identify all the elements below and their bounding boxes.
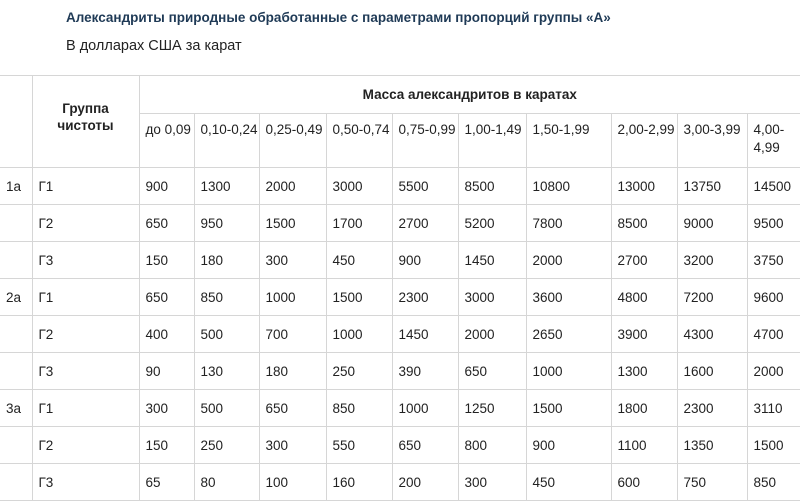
price-cell: 200 — [392, 464, 458, 501]
price-cell: 650 — [392, 427, 458, 464]
price-cell: 850 — [194, 279, 259, 316]
price-cell: 13000 — [611, 168, 677, 205]
mass-range-header: 1,50-1,99 — [526, 114, 611, 168]
price-cell: 5500 — [392, 168, 458, 205]
price-cell: 300 — [458, 464, 526, 501]
table-row — [0, 464, 800, 501]
mass-range-header: 2,00-2,99 — [611, 114, 677, 168]
mass-range-header: 0,10-0,24 — [194, 114, 259, 168]
price-cell: 65 — [139, 464, 194, 501]
price-cell: 1300 — [611, 353, 677, 390]
price-cell: 2650 — [526, 316, 611, 353]
price-cell: 850 — [747, 464, 800, 501]
price-cell: 2000 — [747, 353, 800, 390]
price-cell: 300 — [139, 390, 194, 427]
price-cell: 900 — [139, 168, 194, 205]
price-cell: 2700 — [611, 242, 677, 279]
mass-range-header: 4,00-4,99 — [747, 114, 800, 168]
price-cell: 8500 — [458, 168, 526, 205]
price-cell: 3900 — [611, 316, 677, 353]
price-cell: 3000 — [326, 168, 392, 205]
price-cell: 9000 — [677, 205, 747, 242]
price-cell: 1000 — [259, 279, 326, 316]
purity-cell: Г2 — [32, 316, 139, 353]
price-cell: 3200 — [677, 242, 747, 279]
price-cell: 1000 — [392, 390, 458, 427]
table-row — [0, 279, 800, 316]
price-cell: 1500 — [326, 279, 392, 316]
price-cell: 14500 — [747, 168, 800, 205]
purity-cell: Г3 — [32, 464, 139, 501]
price-cell: 1000 — [326, 316, 392, 353]
price-cell: 900 — [526, 427, 611, 464]
price-cell: 300 — [259, 242, 326, 279]
price-cell: 500 — [194, 390, 259, 427]
page-title: Александриты природные обработанные с параметрами пропорций группы «А» — [66, 10, 611, 25]
price-cell: 1450 — [458, 242, 526, 279]
group-cell: 2а — [0, 279, 32, 316]
table-row — [0, 316, 800, 353]
group-cell — [0, 316, 32, 353]
price-cell: 900 — [392, 242, 458, 279]
price-cell: 2000 — [458, 316, 526, 353]
table-row — [0, 427, 800, 464]
price-cell: 180 — [259, 353, 326, 390]
price-cell: 450 — [526, 464, 611, 501]
price-cell: 130 — [194, 353, 259, 390]
mass-range-header: 1,00-1,49 — [458, 114, 526, 168]
price-cell: 250 — [326, 353, 392, 390]
group-cell — [0, 242, 32, 279]
price-cell: 650 — [259, 390, 326, 427]
price-cell: 1100 — [611, 427, 677, 464]
header-row — [0, 76, 800, 114]
price-cell: 4700 — [747, 316, 800, 353]
mass-range-header: 0,25-0,49 — [259, 114, 326, 168]
purity-cell: Г3 — [32, 242, 139, 279]
mass-range-header: до 0,09 — [139, 114, 194, 168]
table-row — [0, 390, 800, 427]
price-cell: 1500 — [259, 205, 326, 242]
price-cell: 160 — [326, 464, 392, 501]
group-header-cell — [0, 76, 32, 168]
group-cell — [0, 353, 32, 390]
price-cell: 1600 — [677, 353, 747, 390]
mass-range-header: 0,75-0,99 — [392, 114, 458, 168]
group-cell — [0, 464, 32, 501]
price-cell: 600 — [611, 464, 677, 501]
mass-range-header: 3,00-3,99 — [677, 114, 747, 168]
purity-cell: Г1 — [32, 390, 139, 427]
currency-subtitle: В долларах США за карат — [66, 38, 242, 54]
price-cell: 1500 — [526, 390, 611, 427]
table-row — [0, 205, 800, 242]
price-cell: 250 — [194, 427, 259, 464]
price-cell: 5200 — [458, 205, 526, 242]
price-cell: 9500 — [747, 205, 800, 242]
purity-cell: Г2 — [32, 205, 139, 242]
price-cell: 10800 — [526, 168, 611, 205]
price-cell: 80 — [194, 464, 259, 501]
price-cell: 2300 — [392, 279, 458, 316]
price-cell: 180 — [194, 242, 259, 279]
price-cell: 390 — [392, 353, 458, 390]
mass-header: Масса александритов в каратах — [139, 76, 800, 114]
purity-cell: Г1 — [32, 279, 139, 316]
price-cell: 4300 — [677, 316, 747, 353]
price-cell: 1350 — [677, 427, 747, 464]
price-cell: 1000 — [526, 353, 611, 390]
price-cell: 550 — [326, 427, 392, 464]
purity-cell: Г1 — [32, 168, 139, 205]
purity-cell: Г3 — [32, 353, 139, 390]
price-cell: 950 — [194, 205, 259, 242]
price-cell: 1450 — [392, 316, 458, 353]
price-cell: 4800 — [611, 279, 677, 316]
price-cell: 650 — [458, 353, 526, 390]
price-cell: 850 — [326, 390, 392, 427]
price-cell: 450 — [326, 242, 392, 279]
price-cell: 1300 — [194, 168, 259, 205]
price-cell: 90 — [139, 353, 194, 390]
purity-cell: Г2 — [32, 427, 139, 464]
mass-range-header: 0,50-0,74 — [326, 114, 392, 168]
price-cell: 7800 — [526, 205, 611, 242]
price-cell: 2000 — [259, 168, 326, 205]
table-row — [0, 168, 800, 205]
price-cell: 150 — [139, 242, 194, 279]
price-cell: 500 — [194, 316, 259, 353]
price-cell: 3000 — [458, 279, 526, 316]
price-cell: 7200 — [677, 279, 747, 316]
table-row — [0, 353, 800, 390]
price-cell: 3600 — [526, 279, 611, 316]
price-cell: 750 — [677, 464, 747, 501]
price-cell: 2000 — [526, 242, 611, 279]
purity-header: Группа чистоты — [32, 76, 139, 168]
price-cell: 3750 — [747, 242, 800, 279]
price-cell: 400 — [139, 316, 194, 353]
price-cell: 650 — [139, 279, 194, 316]
price-cell: 9600 — [747, 279, 800, 316]
price-cell: 650 — [139, 205, 194, 242]
group-cell — [0, 205, 32, 242]
price-cell: 800 — [458, 427, 526, 464]
group-cell: 1а — [0, 168, 32, 205]
price-cell: 3110 — [747, 390, 800, 427]
price-cell: 1250 — [458, 390, 526, 427]
price-cell: 2300 — [677, 390, 747, 427]
price-cell: 150 — [139, 427, 194, 464]
price-cell: 2700 — [392, 205, 458, 242]
table-row — [0, 242, 800, 279]
price-cell: 700 — [259, 316, 326, 353]
price-cell: 100 — [259, 464, 326, 501]
price-cell: 13750 — [677, 168, 747, 205]
price-cell: 8500 — [611, 205, 677, 242]
price-cell: 1800 — [611, 390, 677, 427]
price-cell: 300 — [259, 427, 326, 464]
price-cell: 1700 — [326, 205, 392, 242]
group-cell: 3а — [0, 390, 32, 427]
price-cell: 1500 — [747, 427, 800, 464]
price-table — [0, 75, 800, 501]
group-cell — [0, 427, 32, 464]
